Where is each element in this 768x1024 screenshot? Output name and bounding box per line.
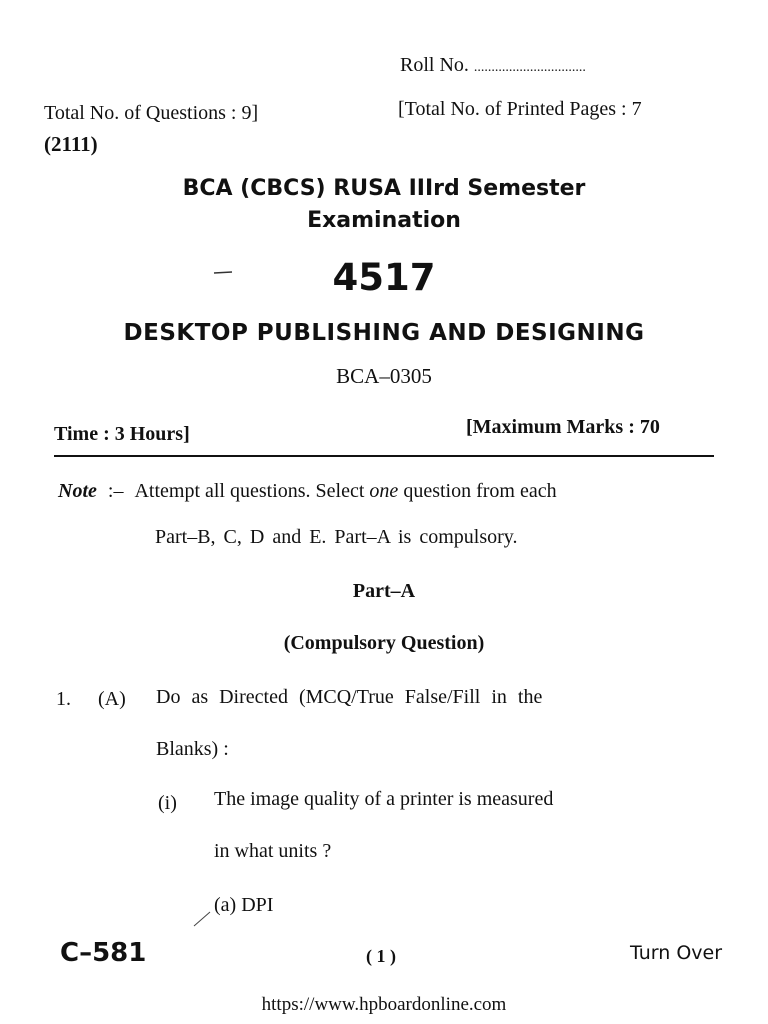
part-a-title: Part–A [352, 580, 416, 602]
subject-title: DESKTOP PUBLISHING AND DESIGNING [123, 320, 645, 346]
total-pages: [Total No. of Printed Pages : 7 [398, 98, 642, 120]
question-text-line2: Blanks) : [156, 738, 229, 760]
max-marks: [Maximum Marks : 70 [466, 416, 660, 438]
question-text-line1: Do as Directed (MCQ/True False/Fill in the [156, 686, 543, 708]
roll-no-blank: ................................ [473, 60, 586, 75]
page-number: ( 1 ) [366, 946, 396, 966]
turn-over: Turn Over [630, 942, 723, 964]
pen-mark [212, 268, 236, 276]
footer-code: C–581 [60, 938, 147, 968]
source-url: https://www.hpboardonline.com [261, 994, 507, 1015]
question-sub-label: (A) [98, 688, 126, 710]
item-text-line1: The image quality of a printer is measured [214, 788, 554, 810]
paper-code: (2111) [44, 132, 98, 156]
question-number: 1. [56, 688, 71, 710]
exam-title-line2: Examination [307, 208, 461, 233]
part-a-subtitle: (Compulsory Question) [283, 632, 485, 654]
roll-no-label: Roll No. [400, 54, 469, 76]
note-text1-b: question from each [403, 480, 557, 502]
exam-number: 4517 [332, 256, 436, 299]
item-text-line2: in what units ? [214, 840, 332, 862]
option-a: (a) DPI [214, 894, 274, 916]
exam-title-line1: BCA (CBCS) RUSA IIIrd Semester [182, 176, 586, 201]
item-number: (i) [158, 792, 177, 814]
pen-tick [192, 906, 214, 928]
exam-time: Time : 3 Hours] [54, 423, 190, 445]
roll-no-field [400, 54, 586, 77]
note-label: Note [58, 480, 97, 502]
total-questions: Total No. of Questions : 9] [44, 102, 259, 124]
note-line2: Part–B, C, D and E. Part–A is compulsory. [155, 526, 518, 548]
note-emphasis: one [369, 480, 399, 502]
note-text1-a: Attempt all questions. Select [134, 480, 365, 502]
note-line1 [58, 480, 557, 503]
note-separator: :– [107, 480, 124, 502]
header-rule [54, 455, 714, 457]
course-code: BCA–0305 [336, 364, 432, 388]
